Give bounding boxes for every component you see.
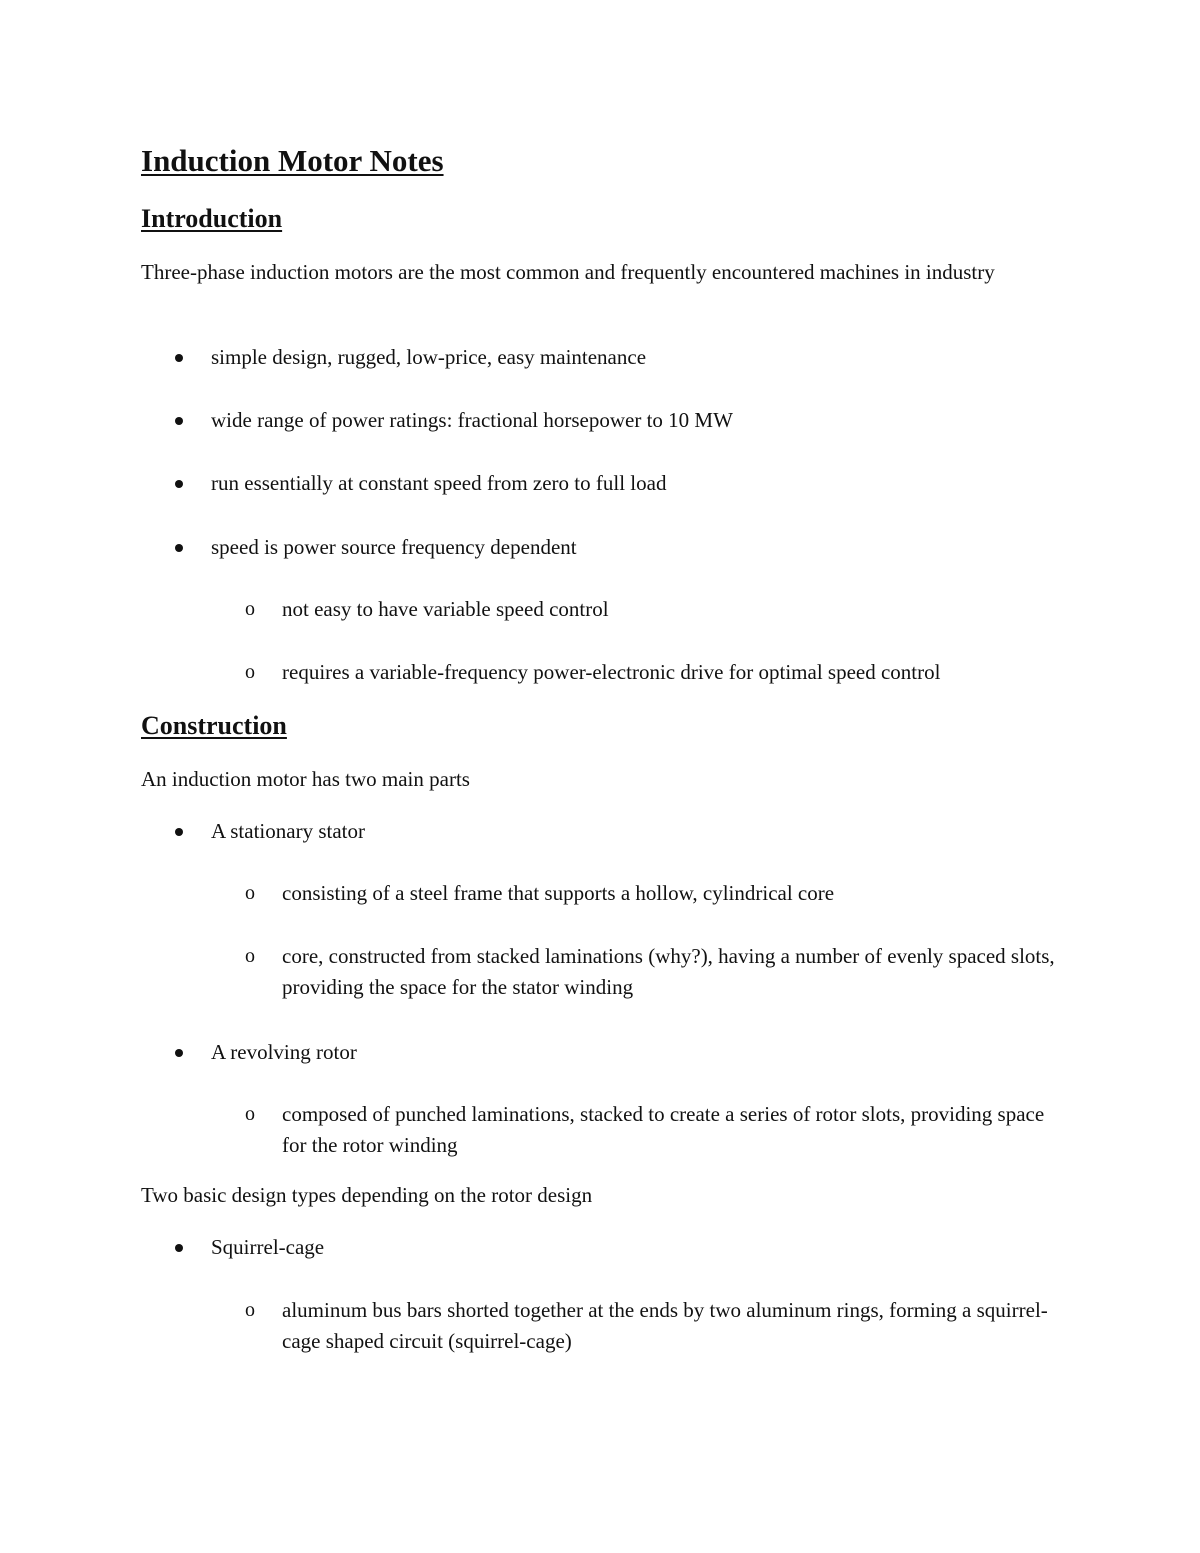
construction-paragraph: An induction motor has two main parts [141,767,470,791]
list-item-text: run essentially at constant speed from zero to full load [211,471,667,495]
sub-bullet-icon: o [245,882,255,904]
sub-bullet-icon: o [245,945,255,967]
document-title: Induction Motor Notes [141,143,444,178]
section-heading-introduction: Introduction [141,204,283,233]
section-heading-construction: Construction [141,711,287,740]
sub-list-item-text: not easy to have variable speed control [282,597,609,621]
sub-list-item-text: core, constructed from stacked laminations (why?), having a number of evenly spaced slots, providing the space for the stator winding [282,944,1055,999]
list-item-text: Squirrel-cage [211,1235,325,1259]
list-item-text: wide range of power ratings: fractional horsepower to 10 MW [211,408,733,432]
design-types-paragraph: Two basic design types depending on the rotor design [141,1183,593,1207]
sub-list-item-text: requires a variable-frequency power-electronic drive for optimal speed control [282,660,941,684]
sub-bullet-icon: o [245,1103,255,1125]
list-item-text: A stationary stator [211,819,365,843]
sub-list-item-text: composed of punched laminations, stacked to create a series of rotor slots, providing space for the rotor winding [282,1102,1045,1157]
list-item-text: simple design, rugged, low-price, easy maintenance [211,345,647,369]
sub-bullet-icon: o [245,598,255,620]
sub-bullet-icon: o [245,1299,255,1321]
sub-list-item-text: aluminum bus bars shorted together at the ends by two aluminum rings, forming a squirrel-cage shaped circuit (squirrel-cage) [282,1298,1048,1353]
intro-paragraph: Three-phase induction motors are the most common and frequently encountered machines in industry [141,260,995,284]
sub-list-item-text: consisting of a steel frame that supports a hollow, cylindrical core [282,881,835,905]
list-item-text: A revolving rotor [211,1040,357,1064]
list-item-text: speed is power source frequency dependent [211,535,577,559]
sub-bullet-icon: o [245,661,255,683]
